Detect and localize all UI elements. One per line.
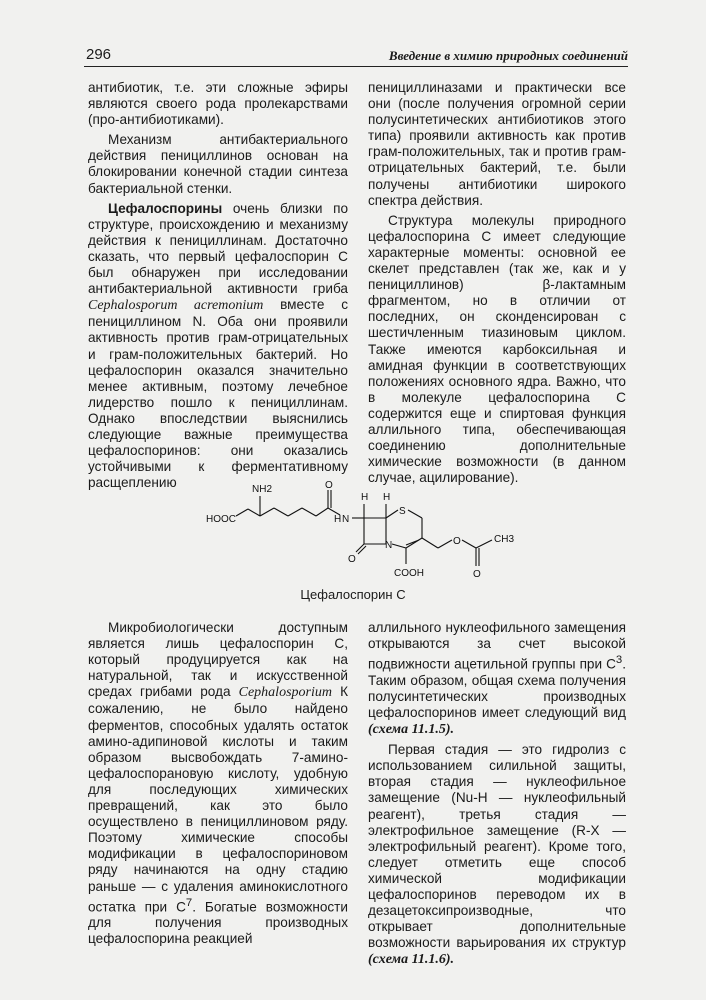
genus-name: Cephalosporium: [238, 685, 332, 701]
text-run: К сожалению, не было найдено ферментов, способных удалять остаток амино-адипиновой кислоты и таким образом высвобождать 7-амино-цефалоспорановую кислоту, удобную для последующих химических превращений, как это было осуществлено в пенициллиновом ряду. Поэтому химические способы модификации в цефалоспориновом ряду начинаются на одну стадию раньше — с удаления аминокислотного остатка при С: [88, 684, 348, 915]
scheme-reference: (схема 11.1.6).: [368, 952, 455, 968]
paragraph: [368, 620, 626, 738]
label-h1: H: [361, 492, 369, 503]
label-amide-h: H: [334, 514, 342, 525]
text-run: очень близки по структуре, происхождению и механизму действия к пенициллинам. Достаточно сказать, что первый цефалоспорин С был обнаружен при исследовании антибактериальной активности гриба: [88, 200, 348, 297]
label-hooc: HOOC: [206, 514, 236, 525]
label-ch3: CH3: [494, 534, 515, 545]
term-bold: Цефалоспорины: [108, 200, 223, 216]
label-lactam-o: O: [348, 554, 356, 565]
label-sulfur: S: [399, 506, 406, 517]
text-run: аллильного нуклеофильного замещения открываются за счет высокой подвижности ацетильной группы при С: [368, 620, 626, 672]
paragraph: антибиотик, т.е. эти сложные эфиры являются своего рода пролекарствами (про-антибиотиками).: [88, 80, 348, 128]
text-run: Первая стадия — это гидролиз с использованием силильной защиты, вторая стадия — нуклеофильное замещение (Nu-H — нуклеофильный реагент), третья стадия — электрофильное замещение (R-X — электрофильный реагент). Кроме того, следует отметить еще способ химической модификации цефалоспоринов переводом их в дезацетоксипроизводные, что открывает дополнительные возможности варьирования их структур: [368, 742, 626, 951]
paragraph: Механизм антибактериального действия пенициллинов основан на блокировании конечной стадии синтеза бактериальной стенки.: [88, 132, 348, 196]
label-cooh: COOH: [394, 568, 424, 579]
cephalosporin-c-structure: [200, 478, 540, 588]
label-carbonyl-o: O: [473, 569, 481, 580]
scheme-reference: (схема 11.1.5).: [368, 722, 455, 738]
label-nh2: NH2: [252, 484, 273, 495]
label-h2: H: [383, 492, 391, 503]
paragraph: Структура молекулы природного цефалоспорина С имеет следующие характерные моменты: основной ее скелет представлен (так же, как и у пенициллинов) β-лактамным фрагментом, но в отличии от последних, он сконденсирован с шестичленным тиазиновым циклом. Также имеются карбоксильная и амидная функции в соответствующих положениях основного ядра. Важно, что в молекуле цефалоспорина С содержится еще и спиртовая функция аллильного типа, обеспечивающая соединению дополнительные химические возможности (в данном случае, ацилирование).: [368, 212, 626, 486]
column-top-right: [368, 80, 626, 490]
page-header: [84, 44, 628, 67]
text-run: . Таким образом, общая схема получения полусинтетических производных цефалоспоринов имеет следующий вид: [368, 656, 626, 720]
superscript: 3: [615, 654, 623, 667]
figure-caption: Цефалоспорин С: [300, 587, 406, 602]
label-ester-o: O: [453, 536, 461, 547]
superscript: 7: [185, 896, 193, 909]
paragraph: [88, 620, 348, 947]
column-bottom-right: [368, 620, 626, 973]
species-name: Cephalosporum acremonium: [88, 298, 264, 314]
running-title: Введение в химию природных соединений: [388, 48, 628, 63]
label-amide-o: O: [325, 480, 333, 491]
column-bottom-left: [88, 620, 348, 951]
paragraph: пенициллиназами и практически все они (после получения огромной серии полусинтетических антибиотиков этого типа) проявили активность как против грам-положительных, так и против грам-отрицательных бактерий, т.е. были получены антибиотики широкого спектра действия.: [368, 80, 626, 208]
label-ring-n: N: [385, 540, 393, 551]
text-run: вместе с пенициллином N. Оба они проявили активность против грам-отрицательных и грам-положительных бактерий. Но цефалоспорин оказался значительно менее активным, поэтому лечебное лидерство пошло к пенициллинам. Однако впоследствии выяснились следующие важные преимущества цефалоспоринов: они оказались устойчивыми к ферментативному расщеплению: [88, 297, 348, 491]
paragraph: [368, 742, 626, 968]
page-number: 296: [86, 46, 112, 63]
text-run: . Богатые возможности для получения производных цефалоспорина реакцией: [88, 899, 349, 947]
text-run: Микробиологически доступным является лишь цефалоспорин С, который продуцируется как на натуральной, так и искусственной средах грибами рода: [88, 620, 348, 700]
paragraph-cephalosporins: [88, 201, 348, 492]
label-amide-n: N: [342, 514, 350, 525]
column-top-left: [88, 80, 348, 495]
